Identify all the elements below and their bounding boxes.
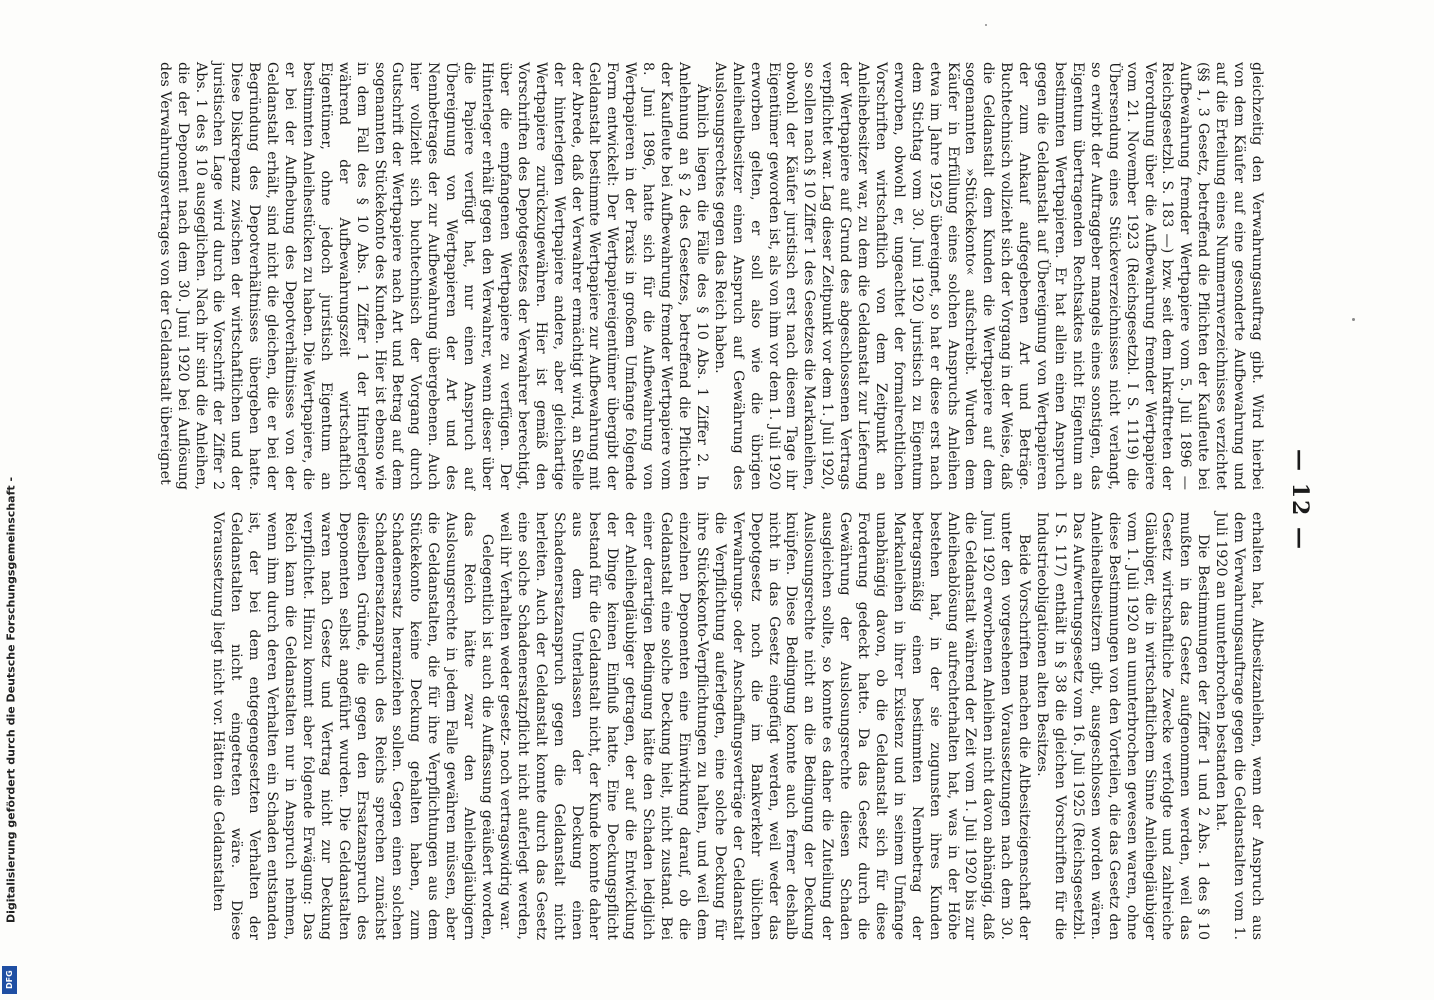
scan-speck	[985, 24, 987, 26]
text-column-right	[209, 512, 1265, 940]
scan-speck	[1352, 318, 1355, 321]
paragraph: erhalten hat, Altbesitzanleihen, wenn der Anspruch aus dem Verwahrungsauftrage gegen die Geldanstalten vom 1. Juli 1920 an ununterbrochen bestanden hat.	[1213, 512, 1265, 940]
document-page	[107, 50, 1317, 950]
page-number: — 12 —	[1287, 449, 1313, 551]
paragraph: gleichzeitig den Verwahrungsauftrag gibt. Wird hierbei von dem Käufer auf eine gesonderte Aufbewahrung und auf die Erteilung eines Nummernverzeichnisses verzichtet (§§ 1, 3 Gesetz, betreffend die Pflichten der Kaufleute bei Aufbewahrung fremder Wertpapiere vom 5. Juli 1896 — Reichsgesetzbl. S. 183 —) bzw. seit dem Inkrafttreten der Verordnung über die Aufbewahrung fremder Wertpapiere vom 21. November 1923 (Reichsgesetzbl. I S. 1119) die Übersendung eines Stückeverzeichnisses nicht verlangt, so erwirbt der Auftraggeber mangels eines sonstigen, das Eigentum übertragenden Rechtsaktes nicht Eigentum an bestimmten Wertpapieren. Er hat allein einen Anspruch gegen die Geldanstalt auf Übereignung von Wertpapieren der zum Ankauf aufgegebenen Art und Beträge. Buchtechnisch vollzieht sich der Vorgang in der Weise, daß die Geldanstalt dem Kunden die Wertpapiere auf dem sogenannten »Stückekonto« aufschreibt. Wurden dem Käufer in Erfüllung eines solchen Anspruchs Anleihen etwa im Jahre 1925 übereignet, so hat er diese erst nach dem Stichtag vom 30. Juni 1920 juristisch zu Eigentum erworben, obwohl er, ungeachtet der formalrechtlichen Vorschriften wirtschaftlich von dem Zeitpunkt an Anleihebesitzer war, zu dem die Geldanstalt zur Lieferung der Wertpapiere auf Grund des abgeschlossenen Vertrags verpflichtet war. Lag dieser Zeitpunkt vor dem 1. Juli 1920, so sollen nach § 10 Ziffer 1 des Gesetzes die Markanleihen, obwohl der Käufer juristisch erst nach diesem Tage ihr Eigentümer geworden ist, als von ihm vor dem 1. Juli 1920 erworben gelten, er soll also wie die übrigen Anleihealtbesitzer einen Anspruch auf Gewährung des Auslosungsrechtes gegen das Reich haben.	[711, 62, 1265, 490]
paragraph: Beide Vorschriften machen die Altbesitzeigenschaft der unter den vorgesehenen Voraussetzungen nach dem 30. Juni 1920 erworbenen Anleihen nicht davon abhängig, daß die Geldanstalt während der Zeit vom 1. Juli 1920 bis zur Anleiheablösung aufrechterhalten hat, was in der Höhe bestehen hat, in der sie zugunsten ihres Kunden betragsmäßig einen bestimmten Nennbetrag der Markanleihen in ihrer Existenz und in seinem Umfange unabhängig davon, ob die Geldanstalt sich für diese Forderung gedeckt hatte. Da das Gesetz durch die Gewährung der Auslosungsrechte diesen Schaden ausgleichen sollte, so konnte es daher die Zuteilung der Auslosungsrechte nicht an die Bedingung der Deckung knüpfen. Diese Bedingung konnte auch ferner deshalb nicht in das Gesetz eingefügt werden, weil weder das Depotgesetz noch die im Bankverkehr üblichen Verwahrungs- oder Anschaffungsverträge der Geldanstalt die Verpflichtung auferlegten, eine solche Deckung für ihre Stückekonto-Verpflichtungen zu halten, und weil dem einzelnen Deponenten eine Einwirkung darauf, ob die Geldanstalt eine solche Deckung hielt, nicht zustand. Bei einer derartigen Bedingung hätte den Schaden lediglich der Anleihegläubiger getragen, der auf die Entwicklung der Dinge keinen Einfluß hatte. Eine Deckungspflicht bestand für die Geldanstalt nicht, der Kunde konnte daher aus dem Unterlassen der Deckung einen Schadenersatzanspruch gegen die Geldanstalt nicht herleiten. Auch der Geldanstalt konnte durch das Gesetz eine solche Schadenersatzpflicht nicht auferlegt werden, weil ihr Verhalten weder gesetz- noch vertragswidrig war.	[496, 512, 1033, 940]
text-column-left	[155, 62, 1265, 490]
paragraph: Ähnlich liegen die Fälle des § 10 Abs. 1 Ziffer 2. In Anlehnung an § 2 des Gesetzes, betreffend die Pflichten der Kaufleute bei Aufbewahrung fremder Wertpapiere vom 8. Juni 1896, hatte sich für die Aufbewahrung von Wertpapieren in der Praxis in großem Umfange folgende Form entwickelt: Der Wertpapiereigentümer übergibt der Geldanstalt bestimmte Wertpapiere zur Aufbewahrung mit der Abrede, daß der Verwahrer ermächtigt wird, an Stelle der hinterlegten Wertpapiere andere, aber gleichartige Wertpapiere zurückzugewähren. Hier ist gemäß den Vorschriften des Depotgesetzes der Verwahrer berechtigt, über die empfangenen Wertpapiere zu verfügen. Der Hinterleger erhält gegen den Verwahrer, wenn dieser über die Papiere verfügt hat, nur einen Anspruch auf Übereignung von Wertpapieren der Art und des Nennbetrages der zur Aufbewahrung übergebenen. Auch hier vollzieht sich buchtechnisch der Vorgang durch Gutschrift der Wertpapiere nach Art und Betrag auf dem sogenannten Stückekonto des Kunden. Hier ist ebenso wie in dem Fall des § 10 Abs. 1 Ziffer 1 der Hinterleger während der Aufbewahrungszeit wirtschaftlich Eigentümer, ohne jedoch juristisch Eigentum an bestimmten Anleihestücken zu haben. Die Wertpapiere, die er bei der Aufhebung des Depotverhältnisses von der Geldanstalt erhält, sind nicht die gleichen, die er bei der Begründung des Depotverhältnisses übergeben hatte. Diese Diskrepanz zwischen der wirtschaftlichen und der juristischen Lage wird durch die Vorschrift der Ziffer 2 Abs. 1 des § 10 ausgeglichen. Nach ihr sind die Anleihen, die der Deponent nach dem 30. Juni 1920 bei Auflösung des Verwahrungsvertrages von der Geldanstalt übereignet	[156, 62, 710, 490]
dfg-logo: DFG	[2, 966, 17, 994]
digitization-credit: Digitalisierung gefördert durch die Deutsche Forschungsgemeinschaft -	[4, 476, 18, 924]
paragraph: Die Bestimmungen der Ziffer 1 und 2 Abs. 1 des § 10 mußten in das Gesetz aufgenommen werden, weil das Gesetz wirtschaftliche Zwecke verfolgte und zahlreiche Gläubiger, die in wirtschaftlichem Sinne Anleihegläubiger vom 1. Juli 1920 an ununterbrochen gewesen waren, ohne diese Bestimmungen von den Vorteilen, die das Gesetz den Anleihealtbesitzern gibt, ausgeschlossen worden wären. Das Aufwertungsgesetz vom 16. Juli 1925 (Reichsgesetzbl. I S. 117) enthält in § 38 die gleichen Vorschriften für die Industrieobligationen alten Besitzes.	[1034, 512, 1212, 940]
paragraph: Gelegentlich ist auch die Auffassung geäußert worden, das Reich hätte zwar den Anleihegläubigern Auslosungsrechte in jedem Falle gewähren müssen, aber die Geldanstalten, die für ihre Verpflichtungen aus dem Stückekonto keine Deckung gehalten haben, zum Schadenersatz heranziehen sollen. Gegen einen solchen Schadenersatzanspruch des Reichs sprechen zunächst dieselben Gründe, die gegen den Ersatzanspruch des Deponenten selbst angeführt wurden. Die Geldanstalten waren nach Gesetz und Vertrag nicht zur Deckung verpflichtet. Hinzu kommt aber folgende Erwägung: Das Reich kann die Geldanstalten nur in Anspruch nehmen, wenn ihm durch deren Verhalten ein Schaden entstanden ist, der bei dem entgegengesetzten Verhalten der Geldanstalten nicht eingetreten wäre. Diese Voraussetzung liegt nicht vor. Hätten die Geldanstalten	[210, 512, 496, 940]
